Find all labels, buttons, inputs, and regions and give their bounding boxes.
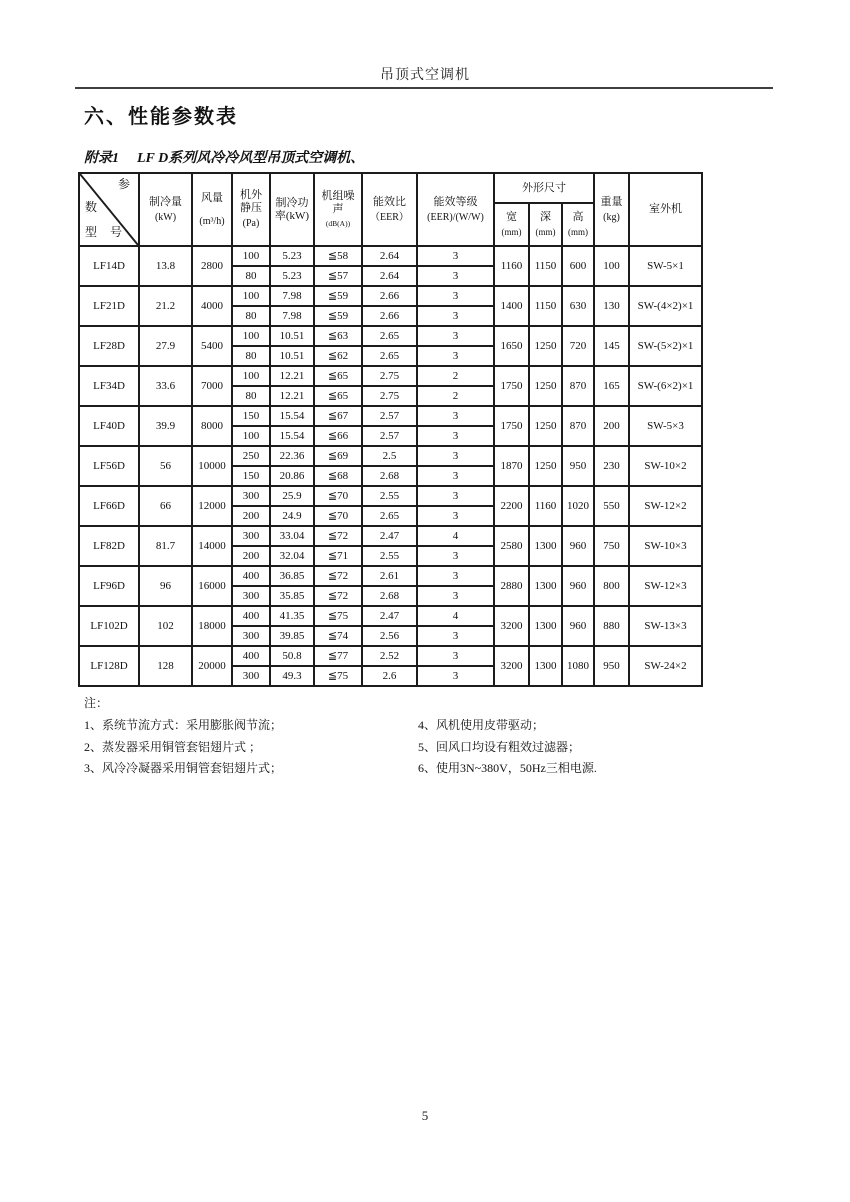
cell-eer: 2.65 (362, 326, 417, 346)
cell-noise: ≦63 (314, 326, 362, 346)
cell-energy-grade: 3 (417, 446, 494, 466)
cell-outdoor-unit: SW-12×3 (629, 566, 702, 606)
cell-weight: 750 (594, 526, 629, 566)
header-eer: 能效比 （EER） (362, 173, 417, 246)
note-item: 1、系统节流方式：采用膨胀阀节流； (84, 718, 283, 732)
header-dim-width: 宽 (mm) (494, 203, 529, 246)
cell-cooling-power: 41.35 (270, 606, 314, 626)
cell-eer: 2.65 (362, 346, 417, 366)
cell-weight: 950 (594, 646, 629, 686)
cell-weight: 100 (594, 246, 629, 286)
cell-eer: 2.61 (362, 566, 417, 586)
page-number: 5 (421, 1108, 429, 1123)
cell-eer: 2.5 (362, 446, 417, 466)
cell-eer: 2.68 (362, 586, 417, 606)
cell-static-pressure: 80 (232, 306, 270, 326)
cell-static-pressure: 100 (232, 426, 270, 446)
corner-param-char1: 参 (117, 177, 130, 191)
cell-energy-grade: 3 (417, 426, 494, 446)
cell-energy-grade: 3 (417, 666, 494, 686)
table-body (79, 246, 702, 686)
note-item: 5、回风口均设有粗效过滤器； (418, 739, 581, 754)
cell-static-pressure: 200 (232, 506, 270, 526)
appendix-title: LF D系列风冷冷风型吊顶式空调机、 (137, 151, 365, 166)
cell-cooling-power: 15.54 (270, 426, 314, 446)
cell-noise: ≦70 (314, 506, 362, 526)
cell-dim-width: 1650 (494, 326, 529, 366)
cell-static-pressure: 150 (232, 466, 270, 486)
cell-dim-depth: 1160 (529, 486, 562, 526)
cell-noise: ≦75 (314, 666, 362, 686)
cell-cooling-capacity: 13.8 (139, 246, 192, 286)
table-row (79, 566, 702, 586)
cell-cooling-power: 7.98 (270, 286, 314, 306)
cell-cooling-capacity: 27.9 (139, 326, 192, 366)
cell-noise: ≦57 (314, 266, 362, 286)
cell-weight: 800 (594, 566, 629, 606)
cell-eer: 2.64 (362, 266, 417, 286)
cell-dim-depth: 1250 (529, 446, 562, 486)
cell-dim-width: 2880 (494, 566, 529, 606)
cell-cooling-power: 50.8 (270, 646, 314, 666)
cell-noise: ≦62 (314, 346, 362, 366)
cell-model: LF14D (79, 246, 139, 286)
cell-dim-height: 870 (562, 406, 594, 446)
cell-cooling-capacity: 128 (139, 646, 192, 686)
cell-outdoor-unit: SW-5×1 (629, 246, 702, 286)
cell-cooling-capacity: 102 (139, 606, 192, 646)
cell-noise: ≦70 (314, 486, 362, 506)
appendix-label: 附录1 (84, 151, 119, 166)
cell-noise: ≦69 (314, 446, 362, 466)
cell-dim-width: 1870 (494, 446, 529, 486)
cell-eer: 2.75 (362, 386, 417, 406)
cell-static-pressure: 300 (232, 666, 270, 686)
running-header: 吊顶式空调机 (380, 68, 470, 83)
header-energy-grade: 能效等级 (EER)/(W/W) (417, 173, 494, 246)
cell-outdoor-unit: SW-24×2 (629, 646, 702, 686)
cell-energy-grade: 4 (417, 606, 494, 626)
cell-noise: ≦58 (314, 246, 362, 266)
cell-static-pressure: 250 (232, 446, 270, 466)
table-row (79, 326, 702, 346)
cell-model: LF56D (79, 446, 139, 486)
cell-energy-grade: 3 (417, 506, 494, 526)
cell-dim-height: 960 (562, 526, 594, 566)
cell-eer: 2.65 (362, 506, 417, 526)
cell-dim-height: 950 (562, 446, 594, 486)
cell-energy-grade: 3 (417, 286, 494, 306)
cell-dim-width: 1160 (494, 246, 529, 286)
header-dim-height: 高 (mm) (562, 203, 594, 246)
cell-weight: 145 (594, 326, 629, 366)
table-row (79, 286, 702, 306)
header-noise: 机组噪声 (dB(A)) (314, 173, 362, 246)
cell-cooling-power: 33.04 (270, 526, 314, 546)
cell-static-pressure: 100 (232, 286, 270, 306)
table-row (79, 646, 702, 666)
cell-outdoor-unit: SW-12×2 (629, 486, 702, 526)
cell-noise: ≦59 (314, 286, 362, 306)
cell-cooling-capacity: 66 (139, 486, 192, 526)
cell-noise: ≦74 (314, 626, 362, 646)
cell-weight: 550 (594, 486, 629, 526)
cell-weight: 130 (594, 286, 629, 326)
cell-energy-grade: 3 (417, 246, 494, 266)
cell-model: LF128D (79, 646, 139, 686)
cell-model: LF40D (79, 406, 139, 446)
cell-energy-grade: 3 (417, 466, 494, 486)
section-title: 六、性能参数表 (84, 106, 238, 128)
cell-cooling-capacity: 81.7 (139, 526, 192, 566)
note-item: 2、蒸发器采用铜管套铝翅片式 ； (84, 739, 262, 754)
cell-cooling-power: 7.98 (270, 306, 314, 326)
cell-energy-grade: 2 (417, 386, 494, 406)
note-item: 3、风冷冷凝器采用铜管套铝翅片式； (84, 761, 283, 775)
notes-label: 注： (84, 696, 109, 710)
cell-static-pressure: 100 (232, 326, 270, 346)
cell-static-pressure: 400 (232, 606, 270, 626)
cell-eer: 2.55 (362, 546, 417, 566)
cell-cooling-power: 5.23 (270, 266, 314, 286)
cell-dim-height: 1020 (562, 486, 594, 526)
appendix-line (84, 147, 364, 167)
cell-cooling-power: 12.21 (270, 366, 314, 386)
cell-outdoor-unit: SW-(4×2)×1 (629, 286, 702, 326)
cell-cooling-capacity: 33.6 (139, 366, 192, 406)
cell-eer: 2.75 (362, 366, 417, 386)
cell-dim-height: 600 (562, 246, 594, 286)
cell-static-pressure: 150 (232, 406, 270, 426)
cell-dim-width: 1400 (494, 286, 529, 326)
header-corner-model-param (79, 173, 139, 246)
cell-noise: ≦59 (314, 306, 362, 326)
cell-eer: 2.66 (362, 286, 417, 306)
cell-cooling-power: 39.85 (270, 626, 314, 646)
cell-cooling-capacity: 96 (139, 566, 192, 606)
cell-static-pressure: 300 (232, 626, 270, 646)
table-header (79, 173, 702, 246)
cell-cooling-power: 36.85 (270, 566, 314, 586)
performance-table (78, 172, 703, 687)
cell-cooling-power: 10.51 (270, 346, 314, 366)
header-dim-depth: 深 (mm) (529, 203, 562, 246)
cell-airflow: 5400 (192, 326, 232, 366)
cell-cooling-power: 25.9 (270, 486, 314, 506)
table-row (79, 606, 702, 626)
notes-column-right (418, 715, 718, 780)
header-outdoor-unit: 室外机 (629, 173, 702, 246)
cell-model: LF66D (79, 486, 139, 526)
cell-noise: ≦72 (314, 586, 362, 606)
cell-model: LF102D (79, 606, 139, 646)
cell-dim-height: 630 (562, 286, 594, 326)
table-row (79, 246, 702, 266)
cell-eer: 2.64 (362, 246, 417, 266)
cell-model: LF21D (79, 286, 139, 326)
cell-airflow: 14000 (192, 526, 232, 566)
cell-dim-height: 870 (562, 366, 594, 406)
cell-dim-depth: 1250 (529, 406, 562, 446)
cell-energy-grade: 4 (417, 526, 494, 546)
cell-static-pressure: 400 (232, 646, 270, 666)
cell-dim-depth: 1150 (529, 286, 562, 326)
cell-static-pressure: 80 (232, 346, 270, 366)
cell-dim-width: 3200 (494, 606, 529, 646)
cell-cooling-power: 12.21 (270, 386, 314, 406)
cell-dim-height: 1080 (562, 646, 594, 686)
cell-cooling-power: 35.85 (270, 586, 314, 606)
cell-energy-grade: 3 (417, 326, 494, 346)
cell-energy-grade: 3 (417, 486, 494, 506)
cell-eer: 2.57 (362, 406, 417, 426)
cell-static-pressure: 100 (232, 366, 270, 386)
cell-energy-grade: 3 (417, 626, 494, 646)
cell-airflow: 16000 (192, 566, 232, 606)
table-row (79, 446, 702, 466)
note-item: 4、风机使用皮带驱动； (418, 718, 545, 732)
cell-outdoor-unit: SW-13×3 (629, 606, 702, 646)
cell-noise: ≦75 (314, 606, 362, 626)
cell-noise: ≦67 (314, 406, 362, 426)
cell-eer: 2.55 (362, 486, 417, 506)
cell-cooling-power: 49.3 (270, 666, 314, 686)
header-rule (75, 87, 773, 89)
cell-weight: 880 (594, 606, 629, 646)
cell-eer: 2.6 (362, 666, 417, 686)
cell-dim-width: 2580 (494, 526, 529, 566)
cell-static-pressure: 400 (232, 566, 270, 586)
cell-model: LF28D (79, 326, 139, 366)
cell-model: LF82D (79, 526, 139, 566)
header-cooling-capacity: 制冷量 (kW) (139, 173, 192, 246)
corner-model-label: 型 号 (85, 225, 128, 239)
cell-energy-grade: 3 (417, 586, 494, 606)
cell-airflow: 7000 (192, 366, 232, 406)
cell-cooling-power: 24.9 (270, 506, 314, 526)
table-row (79, 366, 702, 386)
cell-static-pressure: 300 (232, 486, 270, 506)
cell-airflow: 12000 (192, 486, 232, 526)
cell-airflow: 18000 (192, 606, 232, 646)
cell-energy-grade: 3 (417, 566, 494, 586)
cell-dim-height: 960 (562, 606, 594, 646)
header-cooling-power: 制冷功率(kW) (270, 173, 314, 246)
header-weight: 重量 (kg) (594, 173, 629, 246)
cell-energy-grade: 2 (417, 366, 494, 386)
cell-outdoor-unit: SW-(5×2)×1 (629, 326, 702, 366)
cell-noise: ≦68 (314, 466, 362, 486)
cell-model: LF34D (79, 366, 139, 406)
cell-noise: ≦72 (314, 566, 362, 586)
cell-cooling-capacity: 39.9 (139, 406, 192, 446)
cell-airflow: 2800 (192, 246, 232, 286)
cell-dim-depth: 1250 (529, 366, 562, 406)
cell-static-pressure: 300 (232, 586, 270, 606)
cell-static-pressure: 200 (232, 546, 270, 566)
cell-dim-depth: 1150 (529, 246, 562, 286)
cell-airflow: 20000 (192, 646, 232, 686)
cell-outdoor-unit: SW-10×2 (629, 446, 702, 486)
table-row (79, 526, 702, 546)
cell-cooling-power: 20.86 (270, 466, 314, 486)
cell-eer: 2.56 (362, 626, 417, 646)
cell-cooling-power: 10.51 (270, 326, 314, 346)
cell-dim-depth: 1300 (529, 526, 562, 566)
cell-eer: 2.68 (362, 466, 417, 486)
cell-dim-width: 1750 (494, 406, 529, 446)
cell-dim-depth: 1300 (529, 646, 562, 686)
cell-outdoor-unit: SW-10×3 (629, 526, 702, 566)
cell-cooling-power: 5.23 (270, 246, 314, 266)
cell-noise: ≦77 (314, 646, 362, 666)
cell-model: LF96D (79, 566, 139, 606)
cell-eer: 2.47 (362, 526, 417, 546)
cell-cooling-power: 15.54 (270, 406, 314, 426)
note-item: 6、使用3N~380V，50Hz三相电源. (418, 761, 597, 775)
cell-energy-grade: 3 (417, 306, 494, 326)
cell-weight: 200 (594, 406, 629, 446)
cell-noise: ≦66 (314, 426, 362, 446)
cell-eer: 2.66 (362, 306, 417, 326)
cell-dim-depth: 1300 (529, 566, 562, 606)
cell-energy-grade: 3 (417, 646, 494, 666)
cell-noise: ≦65 (314, 386, 362, 406)
cell-weight: 165 (594, 366, 629, 406)
cell-static-pressure: 300 (232, 526, 270, 546)
cell-dim-width: 3200 (494, 646, 529, 686)
cell-noise: ≦72 (314, 526, 362, 546)
cell-energy-grade: 3 (417, 546, 494, 566)
header-airflow: 风量 (m³/h) (192, 173, 232, 246)
cell-dim-depth: 1250 (529, 326, 562, 366)
notes-section (84, 694, 724, 780)
cell-outdoor-unit: SW-5×3 (629, 406, 702, 446)
cell-outdoor-unit: SW-(6×2)×1 (629, 366, 702, 406)
cell-airflow: 8000 (192, 406, 232, 446)
cell-static-pressure: 80 (232, 266, 270, 286)
cell-dim-depth: 1300 (529, 606, 562, 646)
cell-weight: 230 (594, 446, 629, 486)
cell-energy-grade: 3 (417, 346, 494, 366)
cell-eer: 2.52 (362, 646, 417, 666)
cell-cooling-power: 32.04 (270, 546, 314, 566)
cell-airflow: 4000 (192, 286, 232, 326)
table-row (79, 406, 702, 426)
cell-airflow: 10000 (192, 446, 232, 486)
cell-eer: 2.47 (362, 606, 417, 626)
cell-static-pressure: 100 (232, 246, 270, 266)
cell-static-pressure: 80 (232, 386, 270, 406)
cell-noise: ≦65 (314, 366, 362, 386)
cell-energy-grade: 3 (417, 406, 494, 426)
cell-dim-width: 2200 (494, 486, 529, 526)
header-dimensions: 外形尺寸 (494, 173, 594, 203)
cell-dim-height: 960 (562, 566, 594, 606)
cell-dim-width: 1750 (494, 366, 529, 406)
cell-cooling-power: 22.36 (270, 446, 314, 466)
cell-noise: ≦71 (314, 546, 362, 566)
cell-cooling-capacity: 56 (139, 446, 192, 486)
cell-dim-height: 720 (562, 326, 594, 366)
header-static-pressure: 机外静压 (Pa) (232, 173, 270, 246)
cell-cooling-capacity: 21.2 (139, 286, 192, 326)
cell-energy-grade: 3 (417, 266, 494, 286)
table-row (79, 486, 702, 506)
cell-eer: 2.57 (362, 426, 417, 446)
corner-param-char2: 数 (85, 200, 98, 214)
